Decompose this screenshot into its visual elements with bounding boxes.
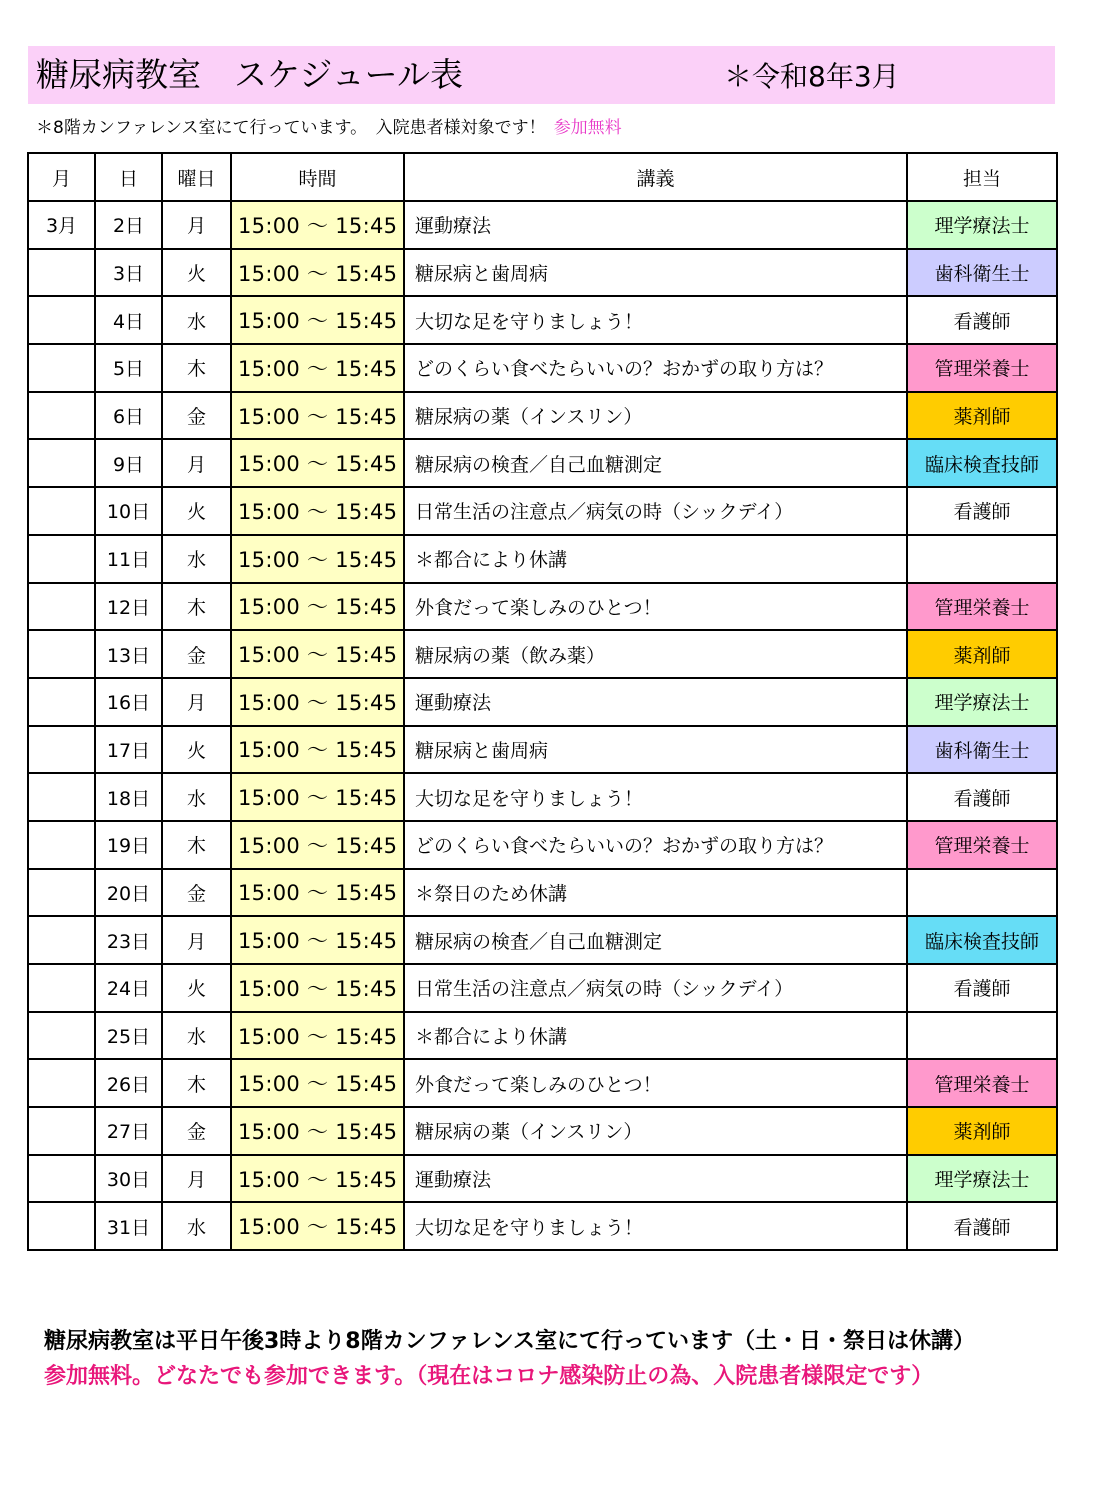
cell-time: 15:00 ～ 15:45: [231, 535, 404, 583]
table-row: [28, 439, 1057, 487]
column-header-month: 月: [28, 153, 95, 201]
column-header-weekday: 曜日: [162, 153, 231, 201]
cell-month: [28, 964, 95, 1012]
table-row: [28, 487, 1057, 535]
cell-lecture: どのくらい食べたらいいの？おかずの取り方は？: [404, 344, 907, 392]
cell-weekday: 火: [162, 964, 231, 1012]
cell-day: 25日: [95, 1012, 162, 1060]
location-note: [36, 116, 622, 140]
cell-month: [28, 439, 95, 487]
cell-lecture: 運動療法: [404, 1155, 907, 1203]
table-row: [28, 1059, 1057, 1107]
cell-time: 15:00 ～ 15:45: [231, 1107, 404, 1155]
location-note-text: ＊8階カンファレンス室にて行っています。 入院患者様対象です！: [36, 118, 546, 138]
table-header-row: [28, 153, 1057, 201]
cell-lecture: 大切な足を守りましょう！: [404, 296, 907, 344]
cell-weekday: 月: [162, 1155, 231, 1203]
cell-month: [28, 1202, 95, 1250]
cell-day: 26日: [95, 1059, 162, 1107]
cell-lecture: 大切な足を守りましょう！: [404, 773, 907, 821]
cell-month: [28, 296, 95, 344]
cell-lecture: 外食だって楽しみのひとつ！: [404, 583, 907, 631]
cell-staff: [907, 869, 1057, 917]
cell-time: 15:00 ～ 15:45: [231, 1012, 404, 1060]
cell-day: 4日: [95, 296, 162, 344]
cell-month: [28, 392, 95, 440]
cell-time: 15:00 ～ 15:45: [231, 821, 404, 869]
cell-weekday: 金: [162, 869, 231, 917]
cell-day: 9日: [95, 439, 162, 487]
cell-month: [28, 821, 95, 869]
cell-staff: [907, 1012, 1057, 1060]
cell-day: 19日: [95, 821, 162, 869]
cell-day: 23日: [95, 916, 162, 964]
cell-month: [28, 1155, 95, 1203]
cell-weekday: 木: [162, 1059, 231, 1107]
cell-lecture: 運動療法: [404, 201, 907, 249]
cell-staff: 看護師: [907, 487, 1057, 535]
cell-weekday: 水: [162, 1202, 231, 1250]
cell-day: 24日: [95, 964, 162, 1012]
cell-day: 30日: [95, 1155, 162, 1203]
cell-month: [28, 583, 95, 631]
cell-day: 3日: [95, 249, 162, 297]
cell-lecture: ＊祭日のため休講: [404, 869, 907, 917]
cell-staff: 歯科衛生士: [907, 249, 1057, 297]
cell-time: 15:00 ～ 15:45: [231, 964, 404, 1012]
column-header-day: 日: [95, 153, 162, 201]
cell-staff: 看護師: [907, 1202, 1057, 1250]
cell-time: 15:00 ～ 15:45: [231, 201, 404, 249]
cell-staff: 看護師: [907, 964, 1057, 1012]
cell-weekday: 月: [162, 439, 231, 487]
cell-lecture: 日常生活の注意点／病気の時（シックデイ）: [404, 964, 907, 1012]
cell-weekday: 木: [162, 583, 231, 631]
cell-weekday: 金: [162, 392, 231, 440]
table-row: [28, 1155, 1057, 1203]
cell-weekday: 月: [162, 916, 231, 964]
cell-time: 15:00 ～ 15:45: [231, 439, 404, 487]
table-row: [28, 392, 1057, 440]
table-row: [28, 1012, 1057, 1060]
footer-participation-note: 参加無料。どなたでも参加できます。（現在はコロナ感染防止の為、入院患者様限定です）: [44, 1364, 934, 1389]
page-title: 糖尿病教室 スケジュール表: [36, 55, 464, 94]
cell-lecture: 糖尿病の検査／自己血糖測定: [404, 439, 907, 487]
table-row: [28, 630, 1057, 678]
table-row: [28, 773, 1057, 821]
cell-lecture: 日常生活の注意点／病気の時（シックデイ）: [404, 487, 907, 535]
cell-day: 12日: [95, 583, 162, 631]
cell-staff: 看護師: [907, 296, 1057, 344]
cell-staff: 理学療法士: [907, 678, 1057, 726]
cell-lecture: 糖尿病の検査／自己血糖測定: [404, 916, 907, 964]
cell-staff: 薬剤師: [907, 1107, 1057, 1155]
cell-time: 15:00 ～ 15:45: [231, 1059, 404, 1107]
table-row: [28, 1107, 1057, 1155]
cell-month: [28, 773, 95, 821]
cell-month: [28, 1059, 95, 1107]
cell-day: 5日: [95, 344, 162, 392]
cell-month: 3月: [28, 201, 95, 249]
cell-day: 27日: [95, 1107, 162, 1155]
cell-staff: 薬剤師: [907, 630, 1057, 678]
cell-weekday: 月: [162, 201, 231, 249]
cell-staff: 歯科衛生士: [907, 726, 1057, 774]
cell-time: 15:00 ～ 15:45: [231, 249, 404, 297]
cell-lecture: 糖尿病の薬（インスリン）: [404, 1107, 907, 1155]
cell-weekday: 木: [162, 821, 231, 869]
cell-lecture: 大切な足を守りましょう！: [404, 1202, 907, 1250]
footer-schedule-note: 糖尿病教室は平日午後3時より8階カンファレンス室にて行っています（土・日・祭日は休講）: [44, 1329, 975, 1354]
table-row: [28, 869, 1057, 917]
cell-staff: 薬剤師: [907, 392, 1057, 440]
cell-lecture: どのくらい食べたらいいの？おかずの取り方は？: [404, 821, 907, 869]
cell-time: 15:00 ～ 15:45: [231, 296, 404, 344]
free-participation-note: 参加無料: [553, 118, 622, 138]
cell-staff: 理学療法士: [907, 1155, 1057, 1203]
table-row: [28, 296, 1057, 344]
cell-staff: 臨床検査技師: [907, 916, 1057, 964]
cell-staff: 管理栄養士: [907, 583, 1057, 631]
cell-lecture: ＊都合により休講: [404, 1012, 907, 1060]
cell-time: 15:00 ～ 15:45: [231, 487, 404, 535]
cell-day: 11日: [95, 535, 162, 583]
cell-weekday: 木: [162, 344, 231, 392]
cell-lecture: 糖尿病と歯周病: [404, 249, 907, 297]
cell-day: 13日: [95, 630, 162, 678]
cell-day: 10日: [95, 487, 162, 535]
cell-weekday: 火: [162, 249, 231, 297]
cell-weekday: 水: [162, 773, 231, 821]
cell-staff: 理学療法士: [907, 201, 1057, 249]
cell-staff: 看護師: [907, 773, 1057, 821]
cell-day: 17日: [95, 726, 162, 774]
cell-staff: 管理栄養士: [907, 821, 1057, 869]
cell-time: 15:00 ～ 15:45: [231, 1202, 404, 1250]
schedule-body: [28, 201, 1057, 1250]
cell-time: 15:00 ～ 15:45: [231, 630, 404, 678]
cell-month: [28, 487, 95, 535]
cell-time: 15:00 ～ 15:45: [231, 726, 404, 774]
cell-time: 15:00 ～ 15:45: [231, 344, 404, 392]
table-row: [28, 344, 1057, 392]
title-bar: [28, 46, 1055, 104]
column-header-staff: 担当: [907, 153, 1057, 201]
table-row: [28, 249, 1057, 297]
table-row: [28, 821, 1057, 869]
schedule-table: [27, 152, 1058, 1251]
column-header-lecture: 講義: [404, 153, 907, 201]
cell-weekday: 水: [162, 296, 231, 344]
table-row: [28, 964, 1057, 1012]
cell-month: [28, 1107, 95, 1155]
cell-weekday: 月: [162, 678, 231, 726]
cell-month: [28, 249, 95, 297]
cell-month: [28, 630, 95, 678]
cell-day: 20日: [95, 869, 162, 917]
cell-weekday: 金: [162, 1107, 231, 1155]
table-row: [28, 201, 1057, 249]
cell-staff: 臨床検査技師: [907, 439, 1057, 487]
cell-day: 16日: [95, 678, 162, 726]
cell-weekday: 金: [162, 630, 231, 678]
cell-month: [28, 869, 95, 917]
cell-lecture: 糖尿病の薬（飲み薬）: [404, 630, 907, 678]
cell-month: [28, 726, 95, 774]
cell-lecture: 運動療法: [404, 678, 907, 726]
cell-lecture: 糖尿病の薬（インスリン）: [404, 392, 907, 440]
cell-month: [28, 678, 95, 726]
cell-lecture: 外食だって楽しみのひとつ！: [404, 1059, 907, 1107]
table-row: [28, 916, 1057, 964]
cell-month: [28, 535, 95, 583]
column-header-time: 時間: [231, 153, 404, 201]
cell-lecture: 糖尿病と歯周病: [404, 726, 907, 774]
cell-weekday: 水: [162, 1012, 231, 1060]
cell-weekday: 水: [162, 535, 231, 583]
cell-time: 15:00 ～ 15:45: [231, 869, 404, 917]
cell-time: 15:00 ～ 15:45: [231, 583, 404, 631]
cell-weekday: 火: [162, 726, 231, 774]
cell-staff: 管理栄養士: [907, 1059, 1057, 1107]
table-row: [28, 678, 1057, 726]
table-row: [28, 1202, 1057, 1250]
cell-day: 6日: [95, 392, 162, 440]
schedule-month: ＊令和8年3月: [724, 60, 900, 93]
table-row: [28, 535, 1057, 583]
cell-time: 15:00 ～ 15:45: [231, 1155, 404, 1203]
cell-day: 2日: [95, 201, 162, 249]
cell-time: 15:00 ～ 15:45: [231, 392, 404, 440]
table-row: [28, 726, 1057, 774]
cell-day: 31日: [95, 1202, 162, 1250]
cell-time: 15:00 ～ 15:45: [231, 916, 404, 964]
table-row: [28, 583, 1057, 631]
cell-time: 15:00 ～ 15:45: [231, 773, 404, 821]
cell-staff: [907, 535, 1057, 583]
cell-time: 15:00 ～ 15:45: [231, 678, 404, 726]
cell-month: [28, 916, 95, 964]
cell-day: 18日: [95, 773, 162, 821]
cell-month: [28, 344, 95, 392]
cell-month: [28, 1012, 95, 1060]
cell-staff: 管理栄養士: [907, 344, 1057, 392]
cell-lecture: ＊都合により休講: [404, 535, 907, 583]
cell-weekday: 火: [162, 487, 231, 535]
